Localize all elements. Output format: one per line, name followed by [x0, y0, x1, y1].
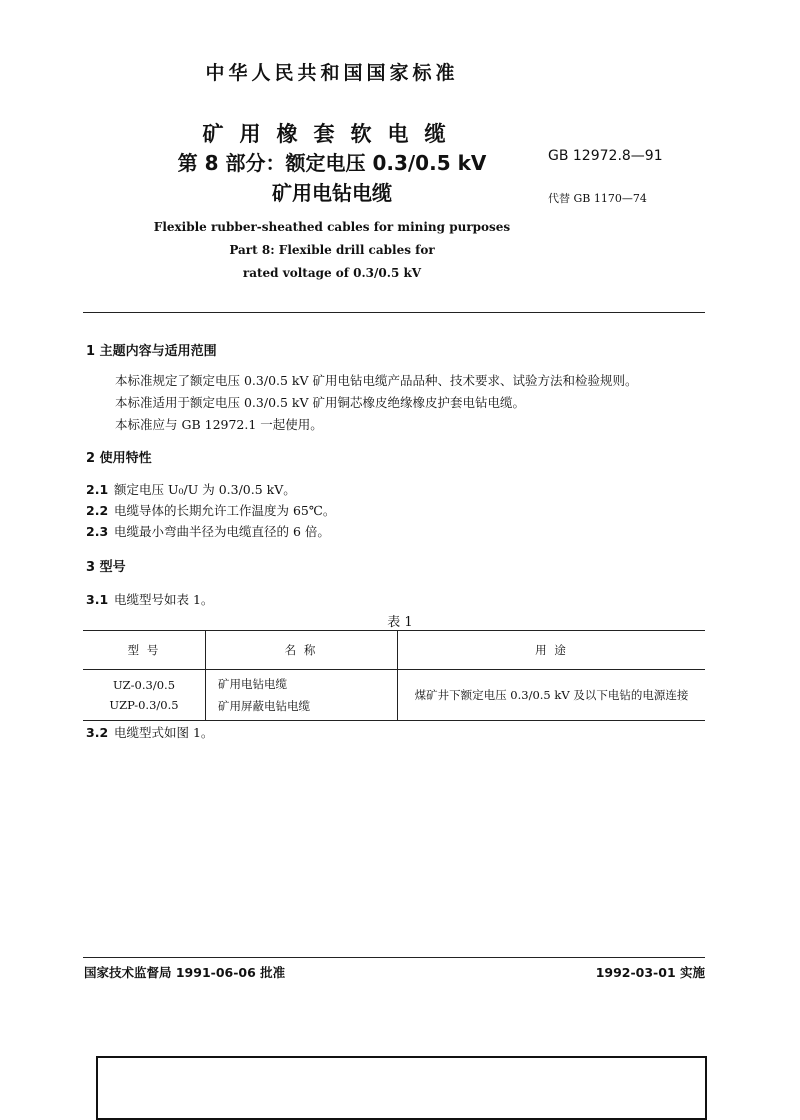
footer-divider	[83, 957, 705, 958]
section-1-paragraph-1: 本标准规定了额定电压 0.3/0.5 kV 矿用电钻电缆产品品种、技术要求、试验方法和检验规则。	[115, 373, 638, 388]
header-model: 型 号	[83, 631, 206, 670]
section-2-item-2	[86, 501, 335, 519]
english-title-line-2: Part 8: Flexible drill cables for	[229, 243, 435, 257]
item-text: 电缆型号如表 1。	[114, 592, 214, 607]
table-caption: 表 1	[387, 615, 413, 630]
model-2: UZP-0.3/0.5	[109, 698, 179, 712]
table-header-row	[83, 631, 705, 670]
table-row	[83, 670, 705, 721]
name-1: 矿用电钻电缆	[218, 677, 287, 691]
model-1: UZ-0.3/0.5	[112, 678, 176, 692]
english-title-line-1: Flexible rubber-sheathed cables for mining purposes	[153, 220, 511, 234]
section-2-item-1	[86, 480, 296, 498]
section-2-heading: 2 使用特性	[86, 451, 152, 466]
cable-model-table	[83, 630, 705, 721]
approval-date: 国家技术监督局 1991-06-06 批准	[84, 965, 286, 980]
title-line-2: 第 8 部分：额定电压 0.3/0.5 kV	[177, 151, 487, 175]
section-1-paragraph-2: 本标准适用于额定电压 0.3/0.5 kV 矿用铜芯橡皮绝缘橡皮护套电钻电缆。	[115, 395, 525, 410]
item-number: 3.2	[86, 725, 109, 740]
item-text: 电缆型式如图 1。	[114, 725, 214, 740]
item-number: 2.2	[86, 503, 109, 518]
section-3-item-2	[86, 723, 213, 741]
title-line-3: 矿用电钻电缆	[272, 181, 392, 205]
replaces-standard: 代替 GB 1170—74	[548, 192, 647, 205]
section-3-item-1	[86, 590, 213, 608]
header-usage: 用 途	[398, 631, 706, 670]
header-divider	[83, 312, 705, 313]
name-cell	[206, 670, 398, 721]
national-standard-header: 中华人民共和国国家标准	[205, 62, 459, 84]
section-3-heading: 3 型号	[86, 560, 126, 575]
item-text: 电缆导体的长期允许工作温度为 65℃。	[114, 503, 336, 518]
item-text: 电缆最小弯曲半径为电缆直径的 6 倍。	[114, 524, 330, 539]
usage-cell: 煤矿井下额定电压 0.3/0.5 kV 及以下电钻的电源连接	[398, 670, 706, 721]
item-number: 3.1	[86, 592, 109, 607]
effective-date: 1992-03-01 实施	[595, 965, 705, 980]
bottom-frame	[96, 1056, 707, 1120]
standard-number: GB 12972.8—91	[548, 148, 663, 164]
item-number: 2.1	[86, 482, 109, 497]
section-1-heading: 1 主题内容与适用范围	[86, 344, 217, 359]
item-number: 2.3	[86, 524, 109, 539]
section-2-item-3	[86, 522, 330, 540]
title-line-1: 矿用橡套软电缆	[202, 122, 462, 146]
model-cell	[83, 670, 206, 721]
section-1-paragraph-3: 本标准应与 GB 12972.1 一起使用。	[115, 417, 323, 432]
item-text: 额定电压 U₀/U 为 0.3/0.5 kV。	[114, 482, 296, 497]
header-name: 名 称	[206, 631, 398, 670]
english-title-line-3: rated voltage of 0.3/0.5 kV	[242, 266, 422, 280]
name-2: 矿用屏蔽电钻电缆	[218, 699, 310, 713]
